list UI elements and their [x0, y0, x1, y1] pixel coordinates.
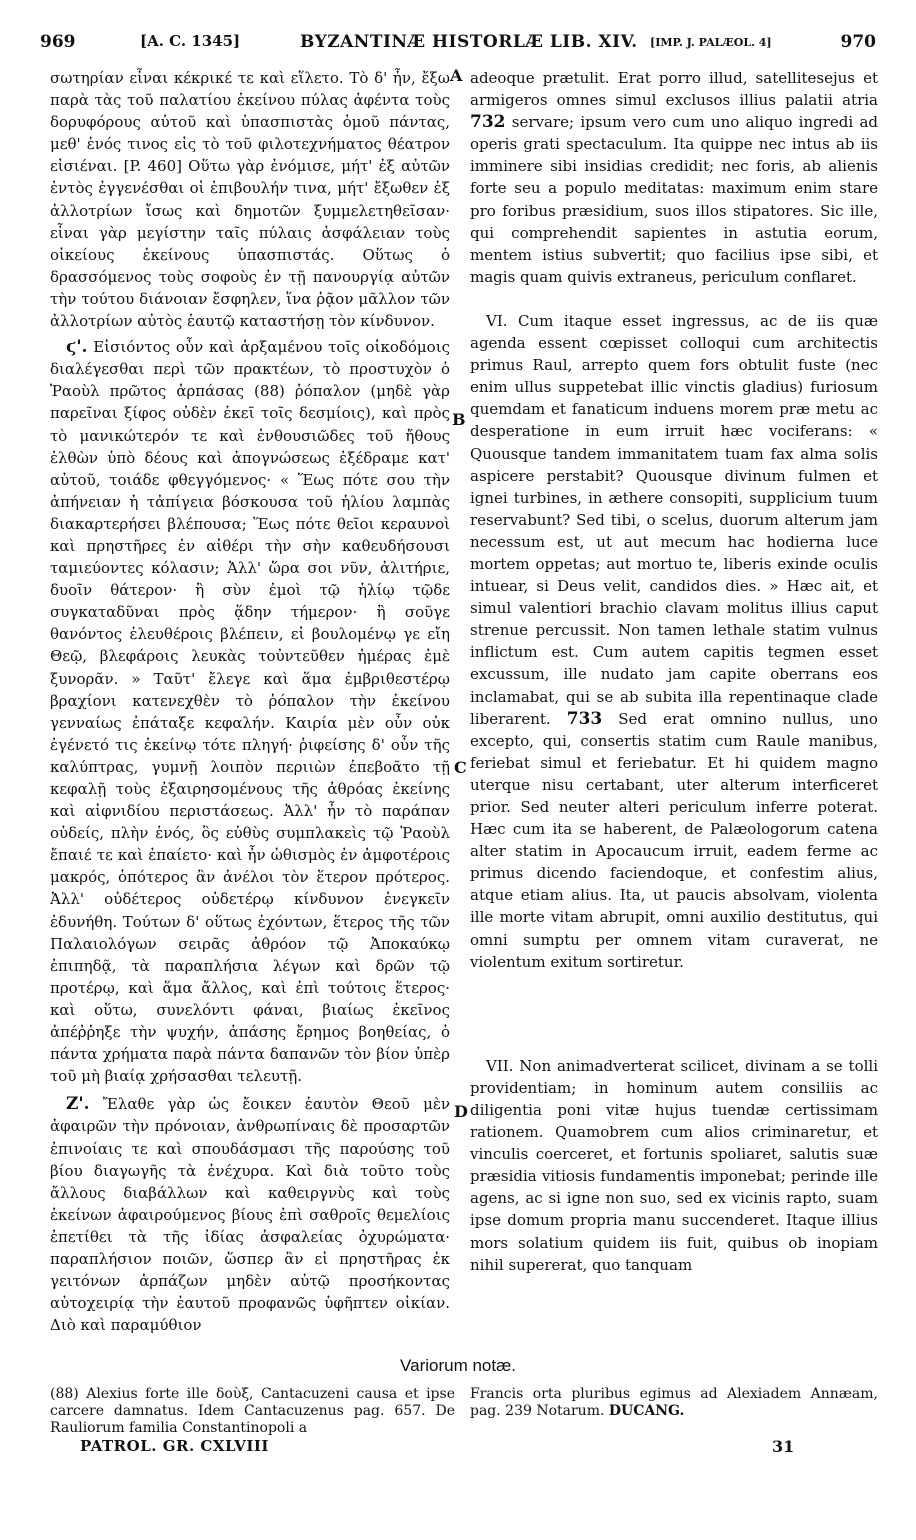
margin-letter-d: D — [454, 1102, 468, 1121]
latin-paragraph-6 — [470, 310, 878, 973]
running-title: BYZANTINÆ HISTORLÆ LIB. XIV. — [300, 32, 638, 52]
greek-paragraph-5: σωτηρίαν εἶναι κέκρικέ τε καὶ εἵλετο. Τὸ δ' ἦν, ἔξω παρὰ τὰς τοῦ παλατίου ἐκείνου πύλας ἀφέντα τοὺς δορυφόρους αὐτοῦ καὶ ὑπασπιστὰς ὁμοῦ πάντας, μεθ' ἑνός τινος εἰς τὸ τοῦ φιλοτεχνήματος θέατρον εἰσιέναι. [P. 460] Οὕτω γὰρ ἐνόμισε, μήτ' ἐξ αὐτῶν ἐντὸς ἐγγενέσθαι οἱ ἐπιβουλήν τινα, μήτ' ἔξωθεν ἐξ ἀλλοτρίων ἴσως καὶ δημοτῶν ξυμμελετηθεῖσαν· εἶναι γὰρ μεγίστην ταῖς πύλαις ἀσφάλειαν τοὺς οἰκείους ἐκείνους ὑπασπιστάς. Οὕτως ὁ δρασσόμενος τοὺς σοφοὺς ἐν τῇ πανουργίᾳ αὐτῶν τὴν τούτου διάνοιαν ἔσφηλεν, ἵνα ῥᾷον μᾶλλον τῶν ἀλλοτρίων αὐτὸς ἑαυτῷ καταστήσῃ τὸν κίνδυνον. — [50, 69, 450, 331]
footer-signature-number: 31 — [772, 1437, 795, 1456]
footnote-right-text: Francis orta pluribus egimus ad Alexiadem Annæam, pag. 239 Notarum. — [470, 1386, 878, 1419]
footer-series: PATROL. GR. CXLVIII — [80, 1437, 269, 1455]
margin-letter-a: A — [450, 66, 463, 85]
page-number-left: 969 — [40, 32, 76, 52]
greek-column — [50, 67, 450, 1357]
latin-paragraph-5-start: adeoque prætulit. Erat porro illud, satellitesejus et armigeros omnes simul exclusos illius palatii atria — [470, 69, 878, 110]
latin-paragraph-5-end: servare; ipsum vero cum uno aliquo ingredi ad operis grati spectaculum. Ita quippe nec intus ab iis imminere sibi insidias credidit; nec foris, ab alienis forte seu a populo meditatas: maximum enim stare pro foribus præsidium, suos illos stipatores. Sic ille, qui comprehendit sapientes in astutia eorum, mentem istius subvertit; quo facilius ipse sibi, et magis quam quivis extraneus, periculum conflaret. — [470, 113, 878, 286]
year-label: [A. C. 1345] — [140, 32, 241, 50]
greek-paragraph-6-text: Εἰσιόντος οὖν καὶ ἀρξαμένου τοῖς οἰκοδόμοις διαλέγεσθαι περὶ τῶν πρακτέων, τὸ προστυχὸν ὁ Ῥαοὺλ πρῶτος ἁρπάσας (88) ῥόπαλον (μηδὲ γὰρ παρεῖναι ξίφος οὐδὲν ἐκεῖ τοῖς δεσμίοις), καὶ πρὸς τὸ μανικώτερόν τε καὶ ἐνθουσιῶδες τοῦ ἤθους ἐλθὼν ὑπὸ δέους καὶ ἀπογνώσεως ἐξέδραμε κατ' αὐτοῦ, τοιάδε φθεγγόμενος· « Ἕως πότε σου τὴν ἀπήνειαν ἡ τἀπίγεια βόσκουσα τοῦ ἡλίου λαμπὰς διακαρτερήσει βλέπουσα; Ἕως πότε θεῖοι κεραυνοὶ καὶ πρηστῆρες ἐν αἰθέρι τὴν σὴν καθευδήσουσι ταμιεύοντες κόλασιν; Ἀλλ' ὥρα σοι νῦν, ἀλιτήριε, δυοῖν θάτερον· ἢ σὺν ἐμοὶ τῷ ἡλίῳ τῷδε συγκαταδῦναι πρὸς ᾅδην τήμερον· ἢ σοῦγε θανόντος ἐλευθέροις βλέπειν, εἰ βουλομένῳ γε εἴη Θεῷ, βλεφάροις λευκὰς τοὐντεῦθεν ἡμέρας ἐμὲ ξυνορᾶν. » Ταῦτ' ἔλεγε καὶ ἅμα ἐμβριθεστέρῳ βραχίονι κατενεχθὲν τὸ ῥόπαλον τὴν ἐκείνου γενναίως ἐπάταξε κεφαλήν. Καιρία μὲν οὖν οὐκ ἐγένετό τις ἐκείνῳ τότε πληγή· ῥιφείσης δ' οὖν τῆς καλύπτρας, γυμνῇ λοιπὸν περιιὼν ἐπεβοᾶτο τῇ κεφαλῇ τοὺς ἐξαιρησομένους τῆς ἀθρόας ἐκείνης καὶ αἰφνιδίου περιστάσεως. Ἀλλ' ἦν τὸ παράπαν οὐδείς, πλὴν ἑνός, ὃς εὐθὺς συμπλακεὶς τῷ Ῥαοὺλ ἔπαιέ τε καὶ ἐπαίετο· καὶ ἦν ὠθισμὸς ἐν ἀμφοτέροις μακρός, ὁπότερος ἂν ἀνέλοι τὸν ἕτερον πρότερος. Ἀλλ' οὐδέτερος οὐδετέρῳ κίνδυνον ἐνεγκεῖν ἐδυνήθη. Τούτων δ' οὕτως ἐχόντων, ἕτερος τῆς τῶν Παλαιολόγων σειρᾶς ἀθρόον τῷ Ἀποκαύκῳ ἐπιπηδᾷ, τὰ παραπλήσια λέγων καὶ δρῶν τῷ προτέρῳ, καὶ ἅμα ἄλλος, καὶ ἐπὶ τούτοις ἕτερος· καὶ οὕτω, συνελόντι φάναι, βιαίως ἐκεῖνος ἀπέῤῥηξε τὴν ψυχήν, ἁπάσης ἔρημος βοηθείας, ὁ πάντα χρήματα παρὰ πάντα δαπανῶν τὸν βίον ὑπὲρ τοῦ μὴ βιαίᾳ χρήσασθαι τελευτῇ. — [50, 338, 450, 1086]
greek-paragraph-7 — [50, 1093, 450, 1336]
notes-heading: Variorum notæ. — [400, 1356, 516, 1375]
latin-paragraph-5 — [470, 67, 878, 288]
latin-column — [470, 67, 878, 1357]
section-mark-7: Ζ'. — [66, 1094, 90, 1115]
margin-letter-b: B — [452, 410, 466, 429]
latin-paragraph-6-start: VI. Cum itaque esset ingressus, ac de iis quæ agenda essent cœpisset colloqui cum architectis primus Raul, arrepto quem fors obtulit fuste (nec enim ullus suppetebat illic vinctis gladius) furiosum quemdam et fanaticum induens morem præ metu ac desperatione in eum irruit hæc vociferans: « Quousque tandem immanitatem tuam fax alma solis aspicere perstabit? Quousque divinum fulmen et ignei turbines, in æthere consopiti, supplicium tuum reservabunt? Sed tibi, o scelus, duorum alterum jam necessum est, ut aut mecum hac hodierna luce mortem oppetas; aut mortuo te, liberis exinde oculis intuear, si Deus velit, candidos dies. » Hæc ait, et simul valentiori brachio clavam molitus illius caput strenue percussit. Non tamen lethale statim vulnus inflictum est. Cum autem capitis tegmen esset excussum, ille nudato jam capite oberrans eos inclamabat, qui se ab subita illa repentinaque clade liberarent. — [470, 311, 878, 728]
latin-paragraph-7: VII. Non animadverterat scilicet, divinam a se tolli providentiam; in hominum autem consiliis ac diligentia poni vitæ hujus tuendæ certissimam rationem. Quamobrem cum alios criminaretur, et vinculis coerceret, et fortunis spoliaret, salutis suæ præsidia vitiosis fundamentis imponebat; perinde ille agens, ac si igne non suo, sed ex vicinis rapto, suam ipse domum propria manu succenderet. Itaque illius mors solatium quidem iis fuit, quibus ob inopiam nihil supererat, quo tanquam — [470, 1056, 878, 1274]
page-number-right: 970 — [840, 32, 876, 52]
greek-paragraph-6 — [50, 336, 450, 1087]
greek-paragraph-7-text: Ἔλαθε γὰρ ὡς ἔοικεν ἑαυτὸν Θεοῦ μὲν ἀφαιρῶν τὴν πρόνοιαν, ἀνθρωπίναις δὲ προσαρτῶν ἐπινοίαις τε καὶ σπουδάσμασι τῆς παρούσης τοῦ βίου διαγωγῆς τὰ ἐνέχυρα. Καὶ διὰ τοῦτο τοὺς ἄλλους διαβάλλων καὶ καθειργνὺς καὶ τοὺς ἐκείνων ἀφαιρούμενος βίους ἐπὶ σαθροῖς θεμελίοις ἐπετίθει τὰ τῆς ἰδίας ἀσφαλείας ὀχυρώματα· παραπλήσιον ποιῶν, ὥσπερ ἂν εἰ πρηστῆρας ἐκ γειτόνων ἁρπάζων μηδὲν αὐτῷ προσήκοντας αὐτοχειρίᾳ τὴν ἑαυτοῦ προφανῶς ὑφῆπτεν οἰκίαν. Διὸ καὶ παραμύθιον — [50, 1095, 450, 1335]
emperor-label: [IMP. J. PALÆOL. 4] — [650, 36, 772, 49]
section-mark-6: ϛ'. — [66, 337, 88, 358]
margin-letter-c: C — [454, 758, 467, 777]
page-marker-732: 732 — [470, 112, 506, 133]
footnote-signature: DUCANG. — [608, 1403, 685, 1419]
latin-paragraph-6-end: Sed erat omnino nullus, uno excepto, qui, consertis statim cum Raule manibus, feriebat simul et feriebatur. Et hi quidem magno uterque nisu certabant, uter alterum interficeret prior. Sed neuter alteri periculum inferre poterat. Hæc cum ita se haberent, de Palæologorum catena alter statim in Apocaucum irruit, eadem ferme ac primus dicendo faciendoque, et confestim alius, atque etiam alius. Ita, ut paucis absolvam, violenta ille morte vitam abrupit, omni auxilio destitutus, qui omni sumptu per omnem vitam curaverat, ne violentum exitum sortiretur. — [470, 709, 878, 971]
page-header — [40, 32, 876, 62]
page-marker-733: 733 — [566, 708, 603, 729]
footnote-left: (88) Alexius forte ille δοὺξ, Cantacuzeni causa et ipse carcere damnatus. Idem Cantacuzenus pag. 657. De Rauliorum familia Constantinopoli a — [50, 1386, 455, 1436]
footnote-right — [470, 1386, 878, 1420]
